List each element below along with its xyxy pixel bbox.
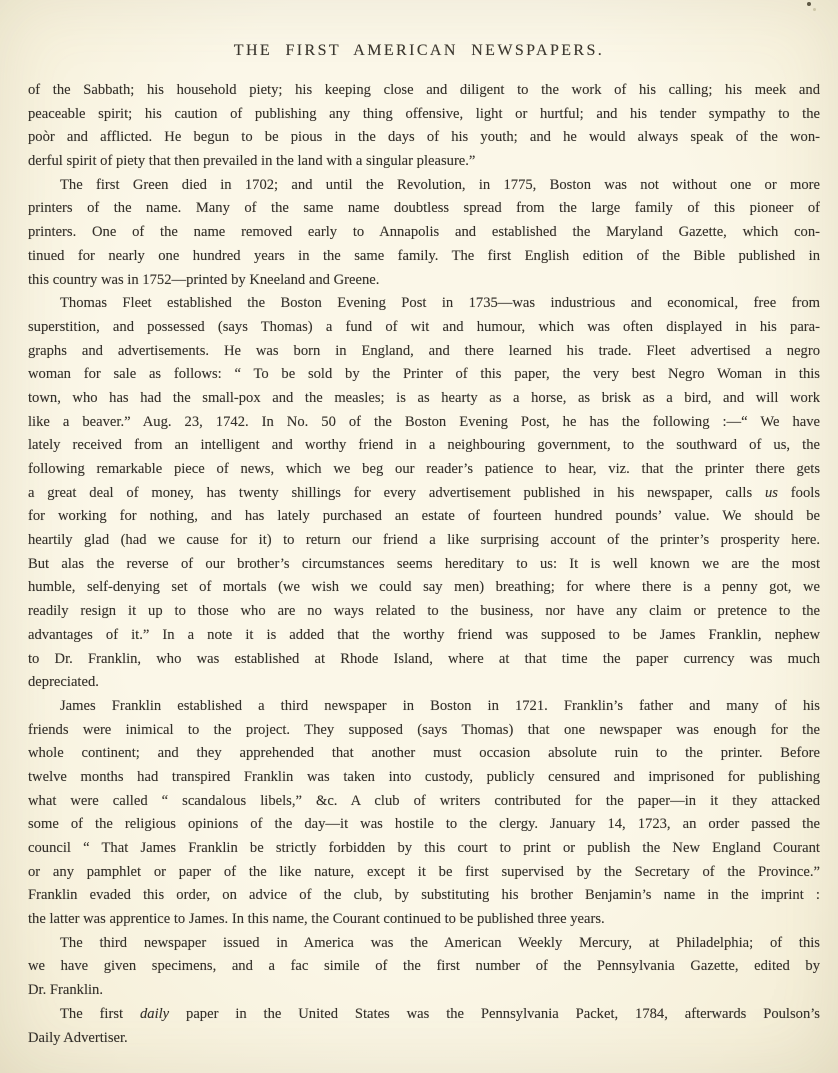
- text-line: [28, 932, 820, 956]
- scan-speck: [813, 8, 816, 11]
- paragraph: [28, 1003, 820, 1050]
- text-line: [28, 671, 820, 695]
- text-line: [28, 766, 820, 790]
- text-segment: town, who has had the small-pox and the measles; is as hearty as a horse, as brisk as a bird, and will work: [28, 389, 820, 406]
- text-line: [28, 269, 820, 293]
- text-segment: this country was in 1752—printed by Kneeland and Greene.: [28, 271, 380, 288]
- text-segment: advantages of it.” In a note it is added that the worthy friend was supposed to be James Franklin, nephew: [28, 626, 820, 643]
- text-segment: poòr and afflicted. He begun to be pious in the days of his youth; and he would always speak of the won-: [28, 129, 820, 146]
- page-body: [28, 79, 820, 1050]
- paragraph: [28, 695, 820, 932]
- text-segment: superstition, and possessed (says Thomas) a fund of wit and humour, which was often displayed in his para-: [28, 318, 820, 335]
- text-line: [28, 363, 820, 387]
- text-line: [28, 790, 820, 814]
- text-segment: council “ That James Franklin be strictly forbidden by this court to print or publish the New England Courant: [28, 840, 820, 856]
- text-segment: friends were inimical to the project. They supposed (says Thomas) that one newspaper was enough for the: [28, 721, 820, 738]
- text-segment: following remarkable piece of news, which we beg our reader’s patience to hear, viz. that the printer there gets: [28, 461, 820, 477]
- text-line: [28, 245, 820, 269]
- text-line: [28, 79, 820, 103]
- text-line: [28, 482, 820, 506]
- page-title: THE FIRST AMERICAN NEWSPAPERS.: [233, 42, 605, 59]
- text-line: [28, 150, 820, 174]
- text-segment: whole continent; and they apprehended that another must occasion absolute ruin to the printer. Before: [28, 745, 820, 762]
- text-line: [28, 624, 820, 648]
- text-line: [28, 695, 820, 719]
- text-line: [28, 600, 820, 624]
- text-line: [28, 126, 820, 150]
- text-segment: some of the religious opinions of the day—it was hostile to the clergy. January 14, 1723, an order passed the: [28, 816, 820, 833]
- text-segment: Thomas Fleet established the Boston Evening Post in 1735—was industrious and economical, free from: [60, 295, 820, 312]
- text-line: [28, 837, 820, 861]
- text-line: [28, 174, 820, 198]
- text-line: [28, 458, 820, 482]
- text-segment: The first Green died in 1702; and until the Revolution, in 1775, Boston was not without one or more: [60, 176, 820, 193]
- text-line: [28, 197, 820, 221]
- text-segment: heartily glad (had we cause for it) to return our friend a like surprising account of the printer’s prosperity here.: [28, 532, 820, 549]
- text-segment: like a beaver.” Aug. 23, 1742. In No. 50 of the Boston Evening Post, he has the following :—“ We have: [28, 413, 820, 430]
- text-segment: printers of the name. Many of the same name doubtless spread from the large family of this pioneer of: [28, 200, 820, 217]
- text-segment: printers. One of the name removed early to Annapolis and established the Maryland Gazette, which con-: [28, 224, 820, 241]
- text-segment: twelve months had transpired Franklin was taken into custody, publicly censured and imprisoned for publishing: [28, 768, 820, 785]
- text-segment: of the Sabbath; his household piety; his keeping close and diligent to the work of his calling; his meek and: [28, 82, 820, 98]
- text-segment: graphs and advertisements. He was born in England, and there learned his trade. Fleet advertised a negro: [28, 342, 820, 359]
- italic-text: daily: [139, 1005, 170, 1022]
- text-segment: Dr. Franklin.: [28, 982, 103, 999]
- text-line: [28, 292, 820, 316]
- text-line: [28, 103, 820, 127]
- text-segment: a great deal of money, has twenty shillings for every advertisement published in his newspaper, calls: [28, 484, 765, 501]
- text-line: [28, 576, 820, 600]
- text-line: [28, 316, 820, 340]
- text-line: [28, 861, 820, 885]
- text-segment: for working for nothing, and has lately purchased an estate of fourteen hundred pounds’ value. We should be: [28, 508, 820, 525]
- text-segment: to Dr. Franklin, who was established at Rhode Island, where at that time the paper currency was much: [28, 650, 820, 667]
- text-segment: humble, self-denying set of mortals (we wish we could say men) breathing; for where there is a penny got, we: [28, 579, 820, 596]
- scan-speck: [807, 2, 811, 6]
- text-line: [28, 908, 820, 932]
- text-segment: The first: [60, 1005, 140, 1022]
- text-segment: James Franklin established a third newspaper in Boston in 1721. Franklin’s father and many of his: [60, 697, 820, 714]
- text-segment: or any pamphlet or paper of the like nature, except it be first supervised by the Secretary of the Province.”: [28, 863, 820, 880]
- text-segment: lately received from an intelligent and worthy friend in a neighbouring government, to the southward of us, the: [28, 437, 820, 454]
- text-line: [28, 979, 820, 1003]
- text-segment: But alas the reverse of our brother’s circumstances seems hereditary to us: It is well known we are the most: [28, 555, 820, 572]
- text-segment: peaceable spirit; his caution of publishing any thing offensive, light or hurtful; and his tender sympathy to the: [28, 105, 820, 122]
- text-line: [28, 813, 820, 837]
- text-segment: woman for sale as follows: “ To be sold by the Printer of this paper, the very best Negro Woman in this: [28, 366, 820, 383]
- text-segment: depreciated.: [28, 674, 99, 691]
- text-segment: derful spirit of piety that then prevailed in the land with a singular pleasure.”: [28, 153, 476, 170]
- italic-text: us: [765, 484, 778, 501]
- text-line: [28, 411, 820, 435]
- text-line: [28, 340, 820, 364]
- paragraph: [28, 174, 820, 292]
- text-line: [28, 648, 820, 672]
- text-segment: The third newspaper issued in America was the American Weekly Mercury, at Philadelphia; of this: [60, 934, 820, 951]
- text-segment: we have given specimens, and a fac simile of the first number of the Pennsylvania Gazette, edited by: [28, 958, 820, 975]
- text-segment: the latter was apprentice to James. In this name, the Courant continued to be published three years.: [28, 911, 605, 928]
- text-segment: tinued for nearly one hundred years in the same family. The first English edition of the Bible published in: [28, 247, 820, 264]
- text-line: [28, 955, 820, 979]
- text-line: [28, 884, 820, 908]
- text-segment: fools: [777, 484, 820, 501]
- paragraph: [28, 932, 820, 1003]
- text-line: [28, 529, 820, 553]
- paragraph: [28, 292, 820, 695]
- text-segment: what were called “ scandalous libels,” &c. A club of writers contributed for the paper—in it they attacked: [28, 792, 820, 809]
- text-line: [28, 1003, 820, 1027]
- text-line: [28, 553, 820, 577]
- text-segment: Daily Advertiser.: [28, 1029, 128, 1046]
- text-line: [28, 434, 820, 458]
- text-line: [28, 1027, 820, 1051]
- text-segment: Franklin evaded this order, on advice of the club, by substituting his brother Benjamin’s name in the imprint :: [28, 887, 820, 904]
- text-line: [28, 719, 820, 743]
- text-line: [28, 505, 820, 529]
- text-segment: paper in the United States was the Pennsylvania Packet, 1784, afterwards Poulson’s: [169, 1005, 820, 1022]
- text-segment: readily resign it up to those who are no ways related to the business, nor have any claim or pretence to the: [28, 603, 820, 620]
- text-line: [28, 387, 820, 411]
- text-line: [28, 742, 820, 766]
- paragraph: [28, 79, 820, 174]
- text-line: [28, 221, 820, 245]
